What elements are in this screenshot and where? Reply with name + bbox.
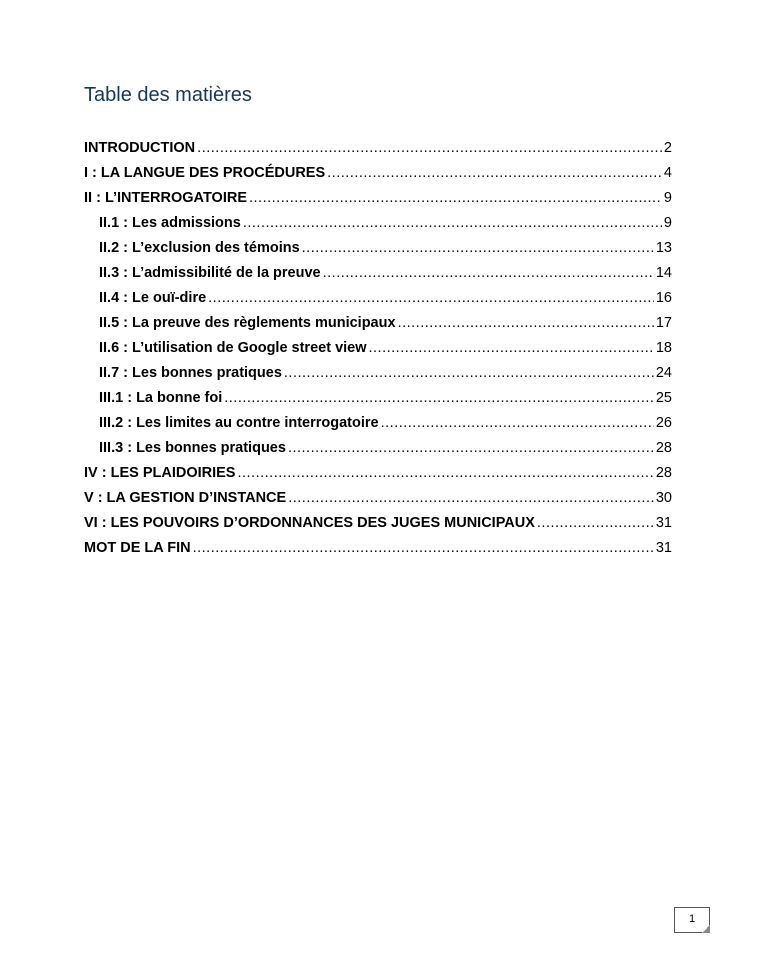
toc-entry-page: 31 (655, 515, 672, 531)
toc-entry-page: 31 (655, 540, 672, 556)
toc-entry[interactable] (84, 536, 672, 561)
toc-entry-page: 25 (655, 390, 672, 406)
toc-dot-leader (237, 461, 653, 486)
toc-dot-leader (288, 486, 654, 511)
toc-subentry[interactable] (84, 436, 672, 461)
toc-entry-page: 28 (655, 465, 672, 481)
toc-entry[interactable] (84, 161, 672, 186)
toc-subentry[interactable] (84, 386, 672, 411)
toc-entry-label: I : LA LANGUE DES PROCÉDURES (84, 165, 326, 181)
toc-entry-label: III.3 : Les bonnes pratiques (99, 440, 286, 456)
toc-entry-page: 4 (663, 165, 672, 181)
toc-entry-label: II : L’INTERROGATOIRE (84, 190, 247, 206)
toc-entry-page: 13 (655, 240, 672, 256)
toc-dot-leader (288, 436, 654, 461)
toc-entry-page: 14 (655, 265, 672, 281)
toc-dot-leader (398, 311, 654, 336)
toc-entry-label: II.6 : L’utilisation de Google street view (99, 340, 367, 356)
toc-entry-page: 30 (655, 490, 672, 506)
toc-entry-page: 2 (663, 140, 672, 156)
toc-entry-page: 18 (655, 340, 672, 356)
toc-entry-label: III.1 : La bonne foi (99, 390, 223, 406)
toc-entry[interactable] (84, 486, 672, 511)
toc-dot-leader (302, 236, 654, 261)
toc-subentry[interactable] (84, 336, 672, 361)
toc-subentry[interactable] (84, 286, 672, 311)
toc-entry-label: II.3 : L’admissibilité de la preuve (99, 265, 321, 281)
toc-title: Table des matières (84, 84, 252, 106)
toc-subentry[interactable] (84, 211, 672, 236)
toc-entry-label: IV : LES PLAIDOIRIES (84, 465, 236, 481)
toc-subentry[interactable] (84, 311, 672, 336)
toc-dot-leader (208, 286, 654, 311)
toc-entry-page: 24 (655, 365, 672, 381)
toc-entry-label: INTRODUCTION (84, 140, 196, 156)
toc-entry-label: II.7 : Les bonnes pratiques (99, 365, 282, 381)
page-number: 1 (688, 913, 696, 925)
toc-entry-label: MOT DE LA FIN (84, 540, 191, 556)
toc-entry-label: II.1 : Les admissions (99, 215, 241, 231)
toc-entry[interactable] (84, 136, 672, 161)
toc-subentry[interactable] (84, 411, 672, 436)
toc-entry-page: 9 (663, 190, 672, 206)
toc-dot-leader (537, 511, 654, 536)
toc-subentry[interactable] (84, 361, 672, 386)
toc-entry-page: 16 (655, 290, 672, 306)
toc-dot-leader (369, 336, 654, 361)
toc-entry-label: III.2 : Les limites au contre interrogatoire (99, 415, 379, 431)
toc-entry[interactable] (84, 461, 672, 486)
toc-entry-label: V : LA GESTION D’INSTANCE (84, 490, 287, 506)
toc-entry-page: 9 (663, 215, 672, 231)
toc-entry-page: 26 (655, 415, 672, 431)
toc-entry-page: 17 (655, 315, 672, 331)
toc-dot-leader (323, 261, 654, 286)
toc-dot-leader (243, 211, 662, 236)
toc-entry[interactable] (84, 186, 672, 211)
table-of-contents (84, 136, 672, 561)
page-fold-icon (702, 925, 710, 933)
toc-subentry[interactable] (84, 261, 672, 286)
toc-dot-leader (224, 386, 654, 411)
toc-entry[interactable] (84, 511, 672, 536)
toc-subentry[interactable] (84, 236, 672, 261)
toc-entry-label: II.2 : L’exclusion des témoins (99, 240, 300, 256)
toc-dot-leader (327, 161, 662, 186)
toc-entry-page: 28 (655, 440, 672, 456)
toc-dot-leader (193, 536, 654, 561)
toc-dot-leader (284, 361, 654, 386)
toc-dot-leader (249, 186, 662, 211)
page-number-box (674, 907, 710, 933)
toc-entry-label: II.5 : La preuve des règlements municipaux (99, 315, 396, 331)
toc-entry-label: VI : LES POUVOIRS D’ORDONNANCES DES JUGES MUNICIPAUX (84, 515, 535, 531)
toc-dot-leader (197, 136, 662, 161)
toc-entry-label: II.4 : Le ouï-dire (99, 290, 207, 306)
toc-dot-leader (381, 411, 654, 436)
